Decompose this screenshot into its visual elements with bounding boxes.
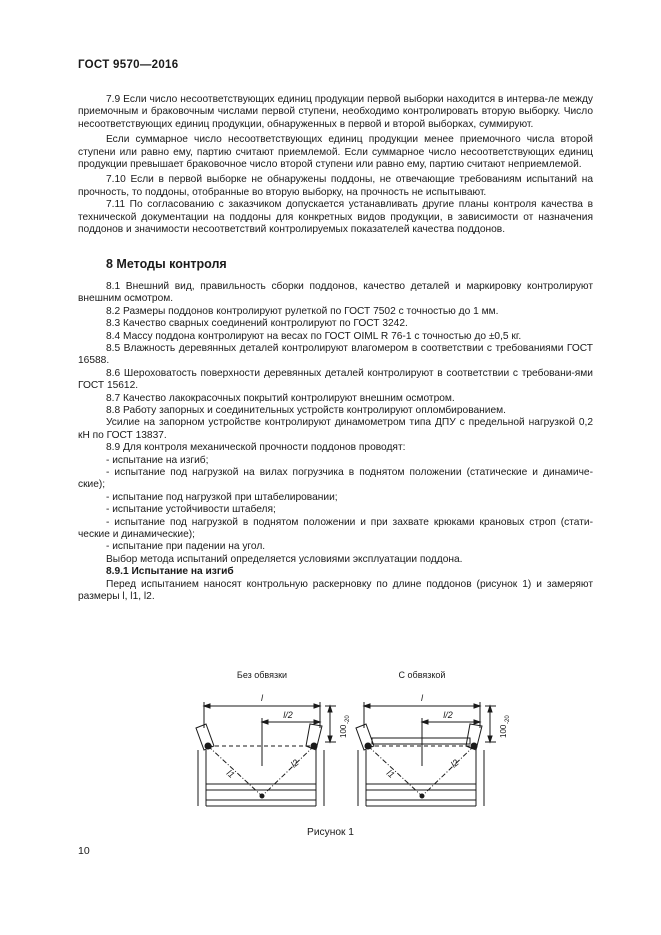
paragraph-7-9-cont: Если суммарное число несоответствующих единиц продукции менее приемочного числа второй ступени или равно ему, партию считают приемлемой. Если суммарное число несоответствующих единиц продукции превышает браковочное число второй ступени или равно ему, партию считают неприемлемой. xyxy=(78,134,593,171)
paragraph-8-8: 8.8 Работу запорных и соединительных устройств контролируют опломбированием. xyxy=(106,404,506,416)
figure-label-with-binding: С обвязкой xyxy=(398,670,446,680)
dim-100-left: 100 xyxy=(339,724,348,738)
main-text xyxy=(78,94,593,603)
paragraph-8-3: 8.3 Качество сварных соединений контролируют по ГОСТ 3242. xyxy=(106,318,408,330)
figure-label-without-binding: Без обвязки xyxy=(236,670,288,680)
paragraph-8-9-1: Перед испытанием наносят контрольную раскерновку по длине поддонов (рисунок 1) и замеряют размеры l, l1, l2. xyxy=(78,578,593,603)
list-item: - испытание на изгиб; xyxy=(106,454,209,466)
paragraph-method-choice: Выбор метода испытаний определяется условиями эксплуатации поддона. xyxy=(106,553,463,565)
paragraph-8-5: 8.5 Влажность деревянных деталей контролируют влагомером в соответствии с требованиями ГОСТ 16588. xyxy=(78,342,593,367)
paragraph-8-2: 8.2 Размеры поддонов контролируют рулеткой по ГОСТ 7502 с точностью до 1 мм. xyxy=(106,305,499,317)
dim-100-sub-right: -20 xyxy=(505,715,511,724)
figure-1-diagram xyxy=(180,666,520,846)
dim-l1-right: l1 xyxy=(384,767,397,781)
paragraph-8-4: 8.4 Массу поддона контролируют на весах по ГОСТ OIML R 76-1 с точностью до ±0,5 кг. xyxy=(106,330,522,342)
list-item: - испытание при падении на угол. xyxy=(106,541,266,553)
dim-100-right: 100 xyxy=(499,724,508,738)
dim-l2-right: l2 xyxy=(448,757,461,770)
dim-l1-left: l1 xyxy=(224,767,237,781)
list-item: - испытание устойчивости штабеля; xyxy=(106,504,276,516)
paragraph-8-8-cont: Усилие на запорном устройстве контролируют динамометром типа ДПУ с предельной нагрузкой 0,2 кН по ГОСТ 13837. xyxy=(78,417,593,441)
page-number: 10 xyxy=(78,845,90,857)
dim-l2-left: l2 xyxy=(288,757,301,770)
dim-half-right: l/2 xyxy=(443,710,453,720)
document-header: ГОСТ 9570—2016 xyxy=(78,59,179,71)
dim-half-left: l/2 xyxy=(283,710,293,720)
dim-100-sub-left: -20 xyxy=(345,715,351,724)
list-item: - испытание под нагрузкой при штабелировании; xyxy=(106,491,338,503)
list-item: - испытание под нагрузкой в поднятом положении и при захвате крюками крановых строп (стати-ческие и динамические); xyxy=(78,516,593,540)
list-item: - испытание под нагрузкой на вилах погрузчика в поднятом положении (статические и динамиче-ские); xyxy=(78,466,593,491)
subsection-8-9-1-heading: 8.9.1 Испытание на изгиб xyxy=(106,566,234,578)
paragraph-7-9: 7.9 Если число несоответствующих единиц продукции первой выборки находится в интерва-ле между приемочным и браковочным числами первой ступени, необходимо контролировать вторую выборку. Число несоответствующих единиц продукции, обнаруженных в первой и второй выборках, суммируют. xyxy=(78,94,593,130)
paragraph-8-9: 8.9 Для контроля механической прочности поддонов проводят: xyxy=(106,442,406,454)
paragraph-7-11: 7.11 По согласованию с заказчиком допускается устанавливать другие планы контроля качества в технической документации на поддоны для конкретных видов продукции, в зависимости от назначения поддонов и значимости несоответствий контролируемых показателей качества поддонов. xyxy=(78,199,593,236)
section-8-heading: 8 Методы контроля xyxy=(106,257,227,272)
figure-caption: Рисунок 1 xyxy=(307,827,354,838)
paragraph-8-1: 8.1 Внешний вид, правильность сборки поддонов, качество деталей и маркировку контролируют внешним осмотром. xyxy=(78,280,593,305)
dim-l-right: l xyxy=(421,693,423,703)
paragraph-7-10: 7.10 Если в первой выборке не обнаружены поддоны, не отвечающие требованиям испытаний на прочность, то поддоны, отобранные во вторую выборку, на прочность не испытывают. xyxy=(78,174,593,198)
paragraph-8-6: 8.6 Шероховатость поверхности деревянных деталей контролируют в соответствии с требовани-ями ГОСТ 15612. xyxy=(78,367,593,392)
paragraph-8-7: 8.7 Качество лакокрасочных покрытий контролируют внешним осмотром. xyxy=(106,392,455,404)
dim-l-left: l xyxy=(261,693,263,703)
